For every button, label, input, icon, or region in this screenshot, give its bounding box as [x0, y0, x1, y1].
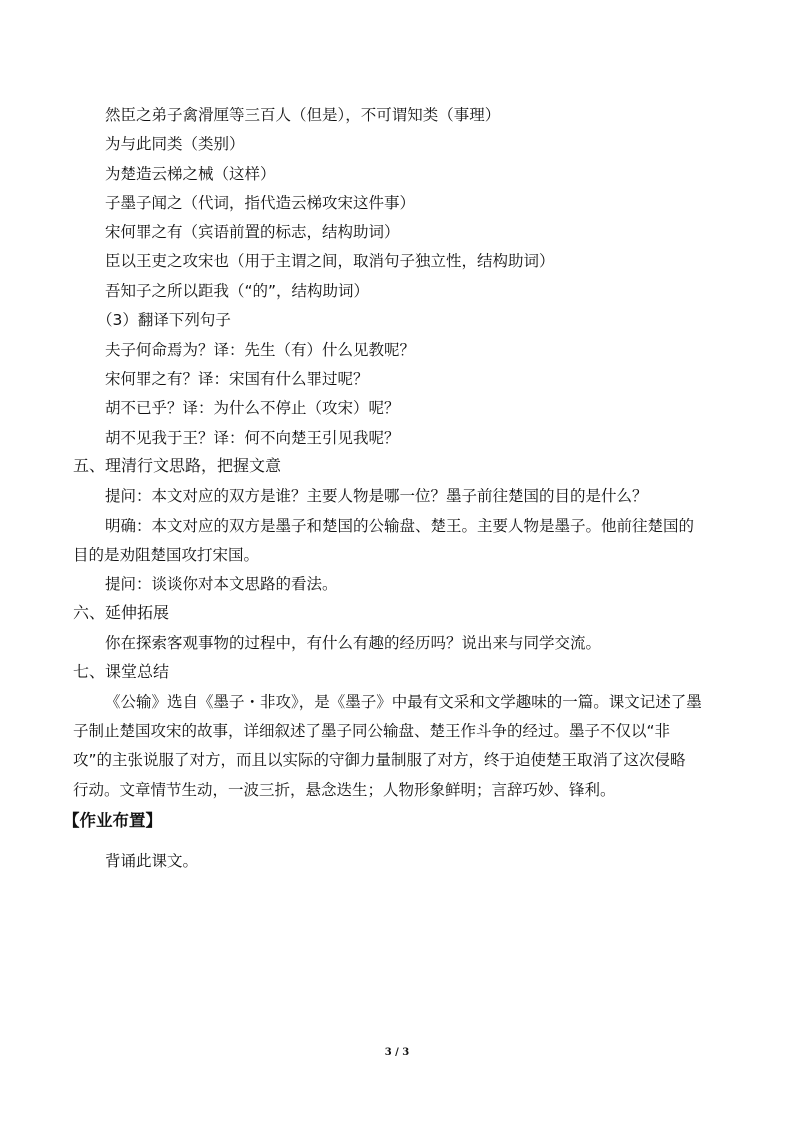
translate-item-2: 宋何罪之有？译：宋国有什么罪过呢？: [105, 370, 369, 388]
summary-line-1: 《公输》选自《墨子・非攻》，是《墨子》中最有文采和文学趣味的一篇。课文记述了墨: [105, 693, 702, 711]
translate-heading: （3）翻译下列句子: [97, 311, 231, 329]
section-5-heading: 五、理清行文思路，把握文意: [73, 456, 282, 475]
vocab-line-3: 为楚造云梯之械（这样）: [105, 165, 276, 183]
vocab-line-5: 宋何罪之有（宾语前置的标志，结构助词）: [105, 223, 400, 241]
page-number: 3 / 3: [384, 1047, 410, 1058]
section-5-question-2: 提问：谈谈你对本文思路的看法。: [105, 575, 338, 593]
homework-heading: 【作业布置】: [63, 811, 162, 830]
section-5-answer-line-2: 目的是劝阻楚国攻打宋国。: [73, 546, 260, 564]
summary-line-4: 行动。文章情节生动，一波三折，悬念迭生；人物形象鲜明；言辞巧妙、锋利。: [73, 781, 616, 799]
translate-item-1: 夫子何命焉为？译：先生（有）什么见教呢？: [105, 341, 416, 359]
vocab-line-7: 吾知子之所以距我（“的”，结构助词）: [105, 282, 370, 300]
section-6-text: 你在探索客观事物的过程中，有什么有趣的经历吗？说出来与同学交流。: [105, 634, 602, 652]
vocab-line-4: 子墨子闻之（代词，指代造云梯攻宋这件事）: [105, 194, 416, 212]
translate-item-3: 胡不已乎？译：为什么不停止（攻宋）呢？: [105, 399, 400, 417]
summary-line-2: 子制止楚国攻宋的故事，详细叙述了墨子同公输盘、楚王作斗争的经过。墨子不仅以“非: [73, 722, 671, 740]
summary-line-3: 攻”的主张说服了对方，而且以实际的守御力量制服了对方，终于迫使楚王取消了这次侵略: [73, 751, 686, 769]
vocab-line-2: 为与此同类（类别）: [105, 135, 245, 153]
section-6-heading: 六、延伸拓展: [73, 603, 170, 622]
vocab-line-6: 臣以王吏之攻宋也（用于主谓之间，取消句子独立性，结构助词）: [105, 252, 555, 270]
section-7-heading: 七、课堂总结: [73, 662, 170, 681]
vocab-line-1: 然臣之弟子禽滑厘等三百人（但是），不可谓知类（事理）: [105, 106, 501, 124]
section-5-question-1: 提问：本文对应的双方是谁？主要人物是哪一位？墨子前往楚国的目的是什么？: [105, 487, 648, 505]
translate-item-4: 胡不见我于王？译：何不向楚王引见我呢？: [105, 429, 400, 447]
homework-text: 背诵此课文。: [105, 852, 199, 870]
section-5-answer-line-1: 明确：本文对应的双方是墨子和楚国的公输盘、楚王。主要人物是墨子。他前往楚国的: [105, 517, 695, 535]
